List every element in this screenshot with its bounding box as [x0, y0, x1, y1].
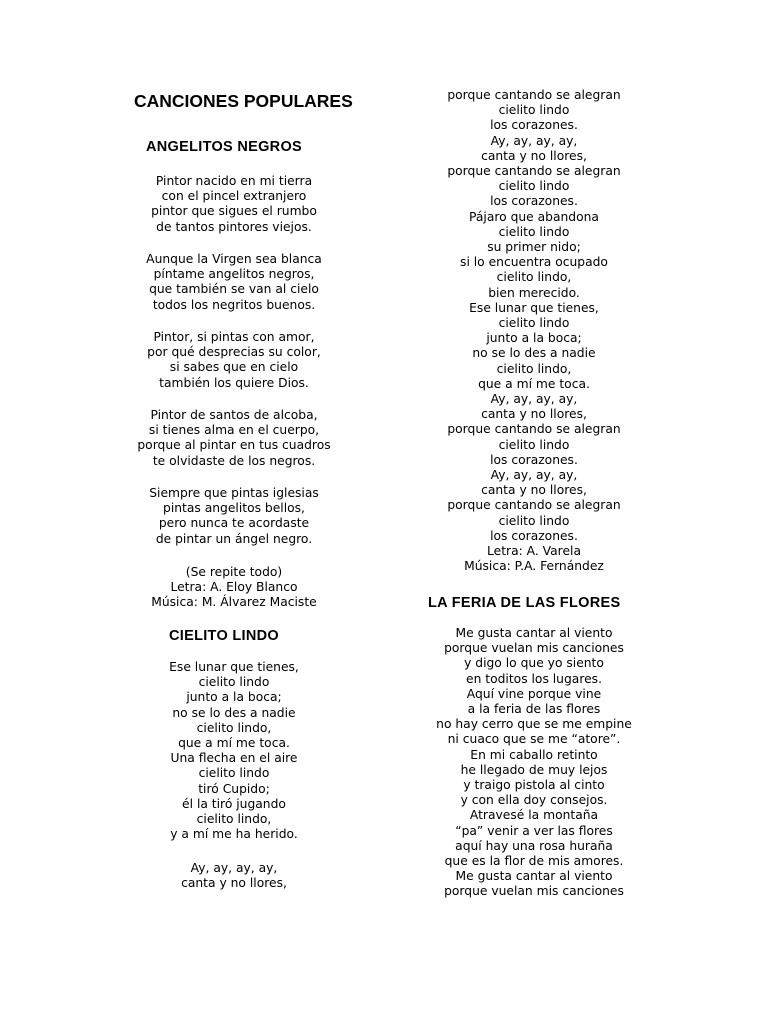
- stanza: [120, 861, 348, 891]
- stanza: [120, 252, 348, 313]
- lyric-line: los corazones.: [490, 118, 578, 133]
- lyric-line: de tantos pintores viejos.: [156, 219, 312, 234]
- lyric-line: canta y no llores,: [481, 148, 587, 163]
- lyric-line: si tienes alma en el cuerpo,: [148, 423, 320, 438]
- lyric-line: no se lo des a nadie: [472, 346, 596, 361]
- lyric-line: canta y no llores,: [481, 407, 587, 422]
- lyric-line: junto a la boca;: [486, 331, 582, 346]
- lyric-line: (Se repite todo): [185, 565, 283, 579]
- lyric-line: Letra: A. Eloy Blanco: [170, 580, 298, 595]
- lyric-line: bien merecido.: [488, 285, 580, 300]
- stanza: [120, 330, 348, 391]
- lyric-line: Letra: A. Varela: [487, 544, 581, 559]
- lyric-line: y a mí me ha herido.: [170, 827, 298, 842]
- lyric-line: cielito lindo: [198, 675, 270, 690]
- lyric-line: Pintor de santos de alcoba,: [150, 408, 318, 422]
- lyric-line: porque cantando se alegran: [447, 498, 621, 513]
- lyric-line: de pintar un ángel negro.: [155, 531, 313, 546]
- lyric-line: canta y no llores,: [481, 483, 587, 498]
- lyric-line: he llegado de muy lejos: [460, 762, 608, 777]
- lyric-line: también los quiere Dios.: [159, 375, 309, 390]
- lyric-line: todos los negritos buenos.: [152, 297, 316, 312]
- lyric-line: porque cantando se alegran: [447, 422, 621, 437]
- lyric-line: pintas angelitos bellos,: [163, 501, 305, 516]
- lyric-line: cielito lindo,: [496, 361, 572, 376]
- lyric-line: pero nunca te acordaste: [158, 516, 310, 531]
- stanza-continuation: [418, 88, 650, 575]
- lyric-line: píntame angelitos negros,: [153, 267, 315, 282]
- song-title-angelitos-negros: ANGELITOS NEGROS: [146, 139, 302, 155]
- lyric-line: y con ella doy consejos.: [460, 793, 608, 808]
- lyric-line: Me gusta cantar al viento: [455, 626, 613, 640]
- stanza: [120, 408, 348, 469]
- lyric-line: que es la flor de mis amores.: [444, 854, 624, 869]
- lyric-line: los corazones.: [490, 528, 578, 543]
- song-title-cielito-lindo: CIELITO LINDO: [169, 628, 279, 644]
- lyric-line: Me gusta cantar al viento: [455, 869, 613, 884]
- lyric-line: porque cantando se alegran: [447, 88, 621, 102]
- lyric-line: y traigo pistola al cinto: [463, 778, 605, 793]
- lyric-line: cielito lindo: [498, 437, 570, 452]
- stanza-credits: [120, 565, 348, 611]
- lyric-line: cielito lindo: [498, 513, 570, 528]
- lyric-line: cielito lindo,: [196, 720, 272, 735]
- lyric-line: aquí hay una rosa huraña: [455, 838, 613, 853]
- lyric-line: con el pincel extranjero: [161, 189, 307, 204]
- lyric-line: cielito lindo: [498, 316, 570, 331]
- lyric-line: si sabes que en cielo: [169, 360, 299, 375]
- lyric-line: canta y no llores,: [181, 876, 287, 891]
- lyric-line: cielito lindo: [498, 224, 570, 239]
- lyric-line: Ay, ay, ay, ay,: [490, 392, 578, 407]
- lyric-line: cielito lindo: [498, 103, 570, 118]
- lyric-line: Siempre que pintas iglesias: [149, 486, 319, 500]
- lyric-line: porque vuelan mis canciones: [444, 884, 624, 899]
- lyric-line: pintor que sigues el rumbo: [151, 204, 317, 219]
- lyric-line: porque al pintar en tus cuadros: [137, 438, 331, 453]
- lyric-line: los corazones.: [490, 452, 578, 467]
- lyric-line: porque vuelan mis canciones: [444, 641, 624, 656]
- lyric-line: Una flecha en el aire: [170, 751, 298, 766]
- lyric-line: Aquí vine porque vine: [466, 686, 602, 701]
- lyric-line: que a mí me toca.: [478, 376, 590, 391]
- lyric-line: Música: M. Álvarez Maciste: [151, 595, 317, 610]
- lyric-line: Aunque la Virgen sea blanca: [146, 252, 322, 266]
- lyric-line: Ese lunar que tienes,: [169, 660, 299, 674]
- lyric-line: Ay, ay, ay, ay,: [490, 468, 578, 483]
- lyric-line: los corazones.: [490, 194, 578, 209]
- lyric-line: Atravesé la montaña: [469, 808, 599, 823]
- lyric-line: Pintor nacido en mi tierra: [155, 174, 313, 188]
- lyric-line: no se lo des a nadie: [172, 705, 296, 720]
- lyric-line: Ay, ay, ay, ay,: [490, 133, 578, 148]
- lyric-line: te olvidaste de los negros.: [152, 453, 316, 468]
- lyric-line: a la feria de las flores: [467, 702, 601, 717]
- document-title: CANCIONES POPULARES: [134, 91, 353, 111]
- lyric-line: cielito lindo: [198, 766, 270, 781]
- stanza: [418, 626, 650, 900]
- lyric-line: Pájaro que abandona: [469, 209, 599, 224]
- lyric-line: si lo encuentra ocupado: [460, 255, 608, 270]
- lyric-line: cielito lindo,: [196, 812, 272, 827]
- lyric-line: cielito lindo: [498, 179, 570, 194]
- lyric-line: que a mí me toca.: [178, 736, 290, 751]
- stanza: [120, 486, 348, 547]
- lyric-line: cielito lindo,: [496, 270, 572, 285]
- lyric-line: que también se van al cielo: [149, 282, 319, 297]
- lyric-line: él la tiró jugando: [182, 796, 286, 811]
- stanza: [120, 174, 348, 235]
- lyric-line: ni cuaco que se me “atore”.: [447, 732, 621, 747]
- lyric-line: En mi caballo retinto: [470, 747, 598, 762]
- lyric-line: Música: P.A. Fernández: [464, 559, 604, 574]
- lyric-line: Ay, ay, ay, ay,: [190, 861, 278, 875]
- lyric-line: porque cantando se alegran: [447, 164, 621, 179]
- lyric-line: tiró Cupido;: [198, 781, 270, 796]
- stanza: [120, 660, 348, 842]
- lyric-line: y digo lo que yo siento: [464, 656, 604, 671]
- lyric-line: junto a la boca;: [186, 690, 282, 705]
- lyric-line: no hay cerro que se me empine: [436, 717, 632, 732]
- lyric-line: Pintor, si pintas con amor,: [153, 330, 315, 344]
- lyric-line: Ese lunar que tienes,: [469, 300, 599, 315]
- lyric-line: por qué desprecias su color,: [147, 345, 321, 360]
- lyric-line: “pa” venir a ver las flores: [455, 823, 613, 838]
- lyric-line: en toditos los lugares.: [466, 671, 602, 686]
- lyric-line: su primer nido;: [487, 240, 581, 255]
- song-title-la-feria-de-las-flores: LA FERIA DE LAS FLORES: [428, 595, 621, 611]
